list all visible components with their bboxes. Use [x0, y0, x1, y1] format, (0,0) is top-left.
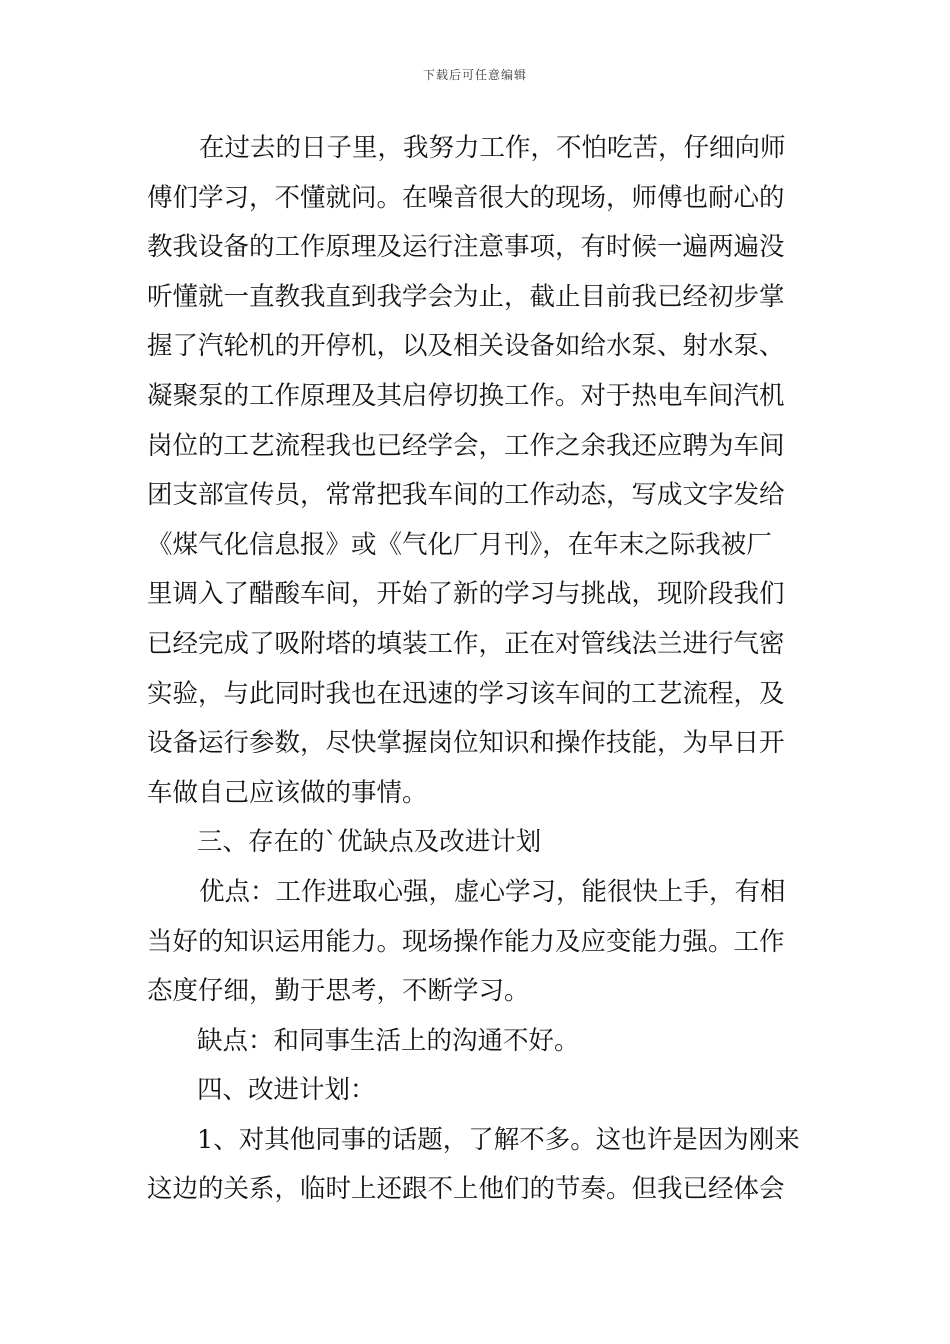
paragraph-line: 傅们学习，不懂就问。在噪音很大的现场，师傅也耐心的 — [147, 182, 785, 213]
section-heading: 四、改进计划： — [197, 1075, 376, 1106]
paragraph-line: 握了汽轮机的开停机，以及相关设备如给水泵、射水泵、 — [147, 331, 785, 362]
download-note: 下载后可任意编辑 — [422, 68, 527, 82]
paragraph-line: 听懂就一直教我直到我学会为止，截止目前我已经初步掌 — [147, 281, 785, 312]
paragraph-line: 里调入了醋酸车间，开始了新的学习与挑战，现阶段我们 — [147, 579, 785, 610]
paragraph-line: 教我设备的工作原理及运行注意事项，有时候一遍两遍没 — [147, 232, 785, 263]
paragraph-line: 岗位的工艺流程我也已经学会，工作之余我还应聘为车间 — [147, 430, 785, 461]
paragraph-line: 缺点：和同事生活上的沟通不好。 — [197, 1025, 580, 1056]
paragraph-line: 设备运行参数，尽快掌握岗位知识和操作技能，为早日开 — [147, 728, 785, 759]
paragraph-line: 态度仔细，勤于思考，不断学习。 — [147, 976, 530, 1007]
paragraph-line: 《煤气化信息报》或《气化厂月刊》，在年末之际我被厂 — [147, 529, 772, 560]
paragraph-line: 团支部宣传员，常常把我车间的工作动态，写成文字发给 — [147, 480, 785, 511]
paragraph-line: 实验，与此同时我也在迅速的学习该车间的工艺流程，及 — [147, 678, 785, 709]
document-body — [147, 124, 807, 1215]
paragraph-line: 凝聚泵的工作原理及其启停切换工作。对于热电车间汽机 — [147, 380, 785, 411]
paragraph-line: 优点：工作进取心强，虚心学习，能很快上手，有相 — [199, 876, 786, 907]
paragraph-line: 在过去的日子里，我努力工作，不怕吃苦，仔细向师 — [199, 133, 786, 163]
paragraph-line: 这边的关系，临时上还跟不上他们的节奏。但我已经体会 — [147, 1174, 785, 1205]
paragraph-line: 1、对其他同事的话题，了解不多。这也许是因为刚来 — [197, 1124, 800, 1155]
section-heading: 三、存在的`优缺点及改进计划 — [197, 827, 542, 858]
paragraph-line: 当好的知识运用能力。现场操作能力及应变能力强。工作 — [147, 926, 785, 957]
paragraph-line: 已经完成了吸附塔的填装工作，正在对管线法兰进行气密 — [147, 628, 785, 659]
paragraph-line: 车做自己应该做的事情。 — [147, 777, 428, 808]
